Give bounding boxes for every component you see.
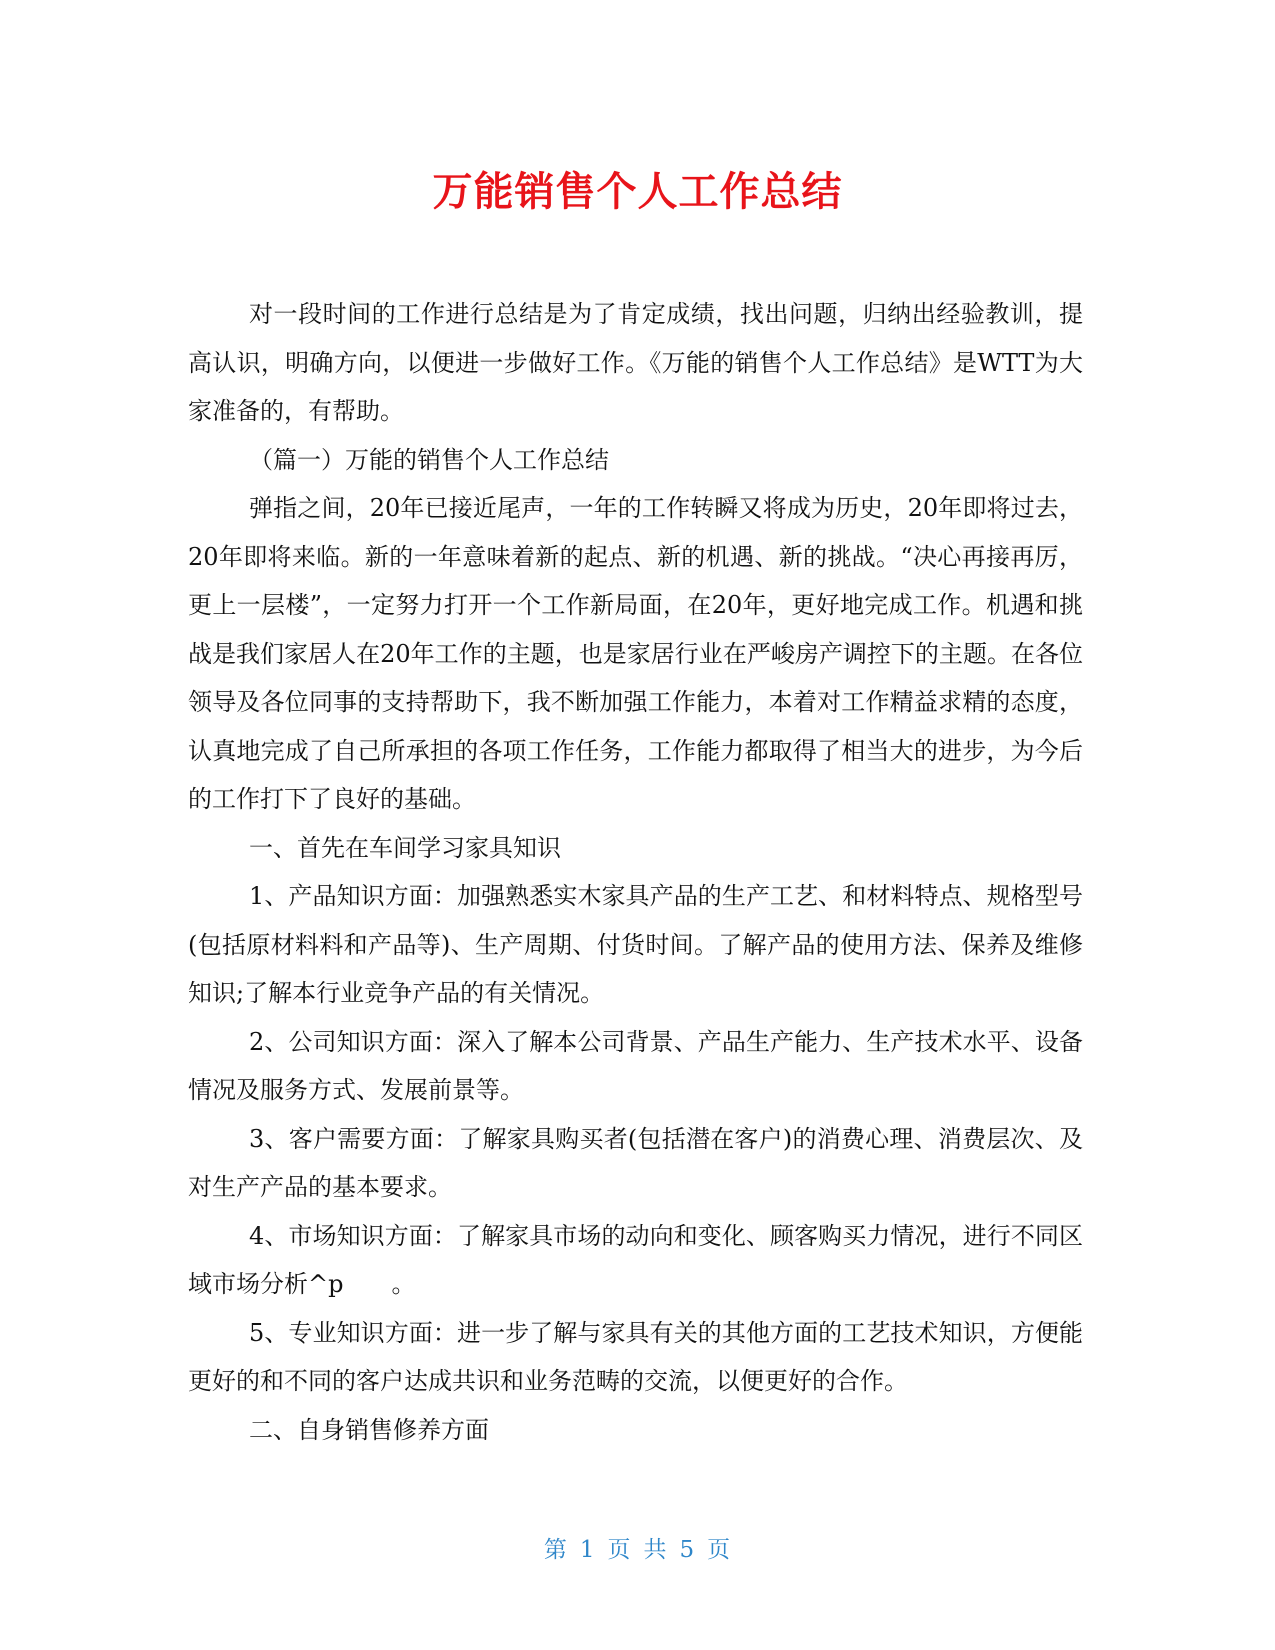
list-item-professional-knowledge: 5、专业知识方面：进一步了解与家具有关的其他方面的工艺技术知识，方便能更好的和不同的客户达成共识和业务范畴的交流，以便更好的合作。 bbox=[188, 1318, 1083, 1395]
body-paragraph: 弹指之间，20年已接近尾声，一年的工作转瞬又将成为历史，20年即将过去，20年即将来临。新的一年意味着新的起点、新的机遇、新的挑战。“决心再接再厉，更上一层楼”，一定努力打开一个工作新局面，在20年，更好地完成工作。机遇和挑战是我们家居人在20年工作的主题，也是家居行业在严峻房产调控下的主题。在各位领导及各位同事的支持帮助下，我不断加强工作能力，本着对工作精益求精的态度，认真地完成了自己所承担的各项工作任务，工作能力都取得了相当大的进步，为今后的工作打下了良好的基础。 bbox=[188, 494, 1083, 813]
footer-total-pages: 5 bbox=[679, 1537, 696, 1563]
section-heading-2: 二、自身销售修养方面 bbox=[249, 1415, 489, 1444]
document-body bbox=[188, 290, 1083, 1454]
footer-page-word: 页 bbox=[607, 1537, 632, 1563]
section-heading-part-one: （篇一）万能的销售个人工作总结 bbox=[249, 445, 609, 474]
list-item-market-knowledge: 4、市场知识方面：了解家具市场的动向和变化、顾客购买力情况，进行不同区域市场分析^p 。 bbox=[188, 1221, 1083, 1298]
list-item-product-knowledge: 1、产品知识方面：加强熟悉实木家具产品的生产工艺、和材料特点、规格型号(包括原材料料和产品等)、生产周期、付货时间。了解产品的使用方法、保养及维修知识;了解本行业竞争产品的有关情况。 bbox=[188, 882, 1083, 1007]
document-title: 万能销售个人工作总结 bbox=[432, 169, 843, 215]
list-item-customer-needs: 3、客户需要方面：了解家具购买者(包括潜在客户)的消费心理、消费层次、及对生产产品的基本要求。 bbox=[188, 1124, 1083, 1201]
intro-paragraph: 对一段时间的工作进行总结是为了肯定成绩，找出问题，归纳出经验教训，提高认识，明确方向，以便进一步做好工作。《万能的销售个人工作总结》是WTT为大家准备的，有帮助。 bbox=[188, 300, 1083, 425]
page-footer bbox=[0, 1534, 1275, 1566]
footer-total-word: 共 bbox=[643, 1537, 668, 1563]
footer-current-page: 1 bbox=[579, 1537, 596, 1563]
list-item-company-knowledge: 2、公司知识方面：深入了解本公司背景、产品生产能力、生产技术水平、设备情况及服务方式、发展前景等。 bbox=[188, 1027, 1083, 1104]
footer-prefix: 第 bbox=[543, 1537, 568, 1563]
section-heading-1: 一、首先在车间学习家具知识 bbox=[249, 833, 561, 862]
footer-suffix: 页 bbox=[707, 1537, 732, 1563]
